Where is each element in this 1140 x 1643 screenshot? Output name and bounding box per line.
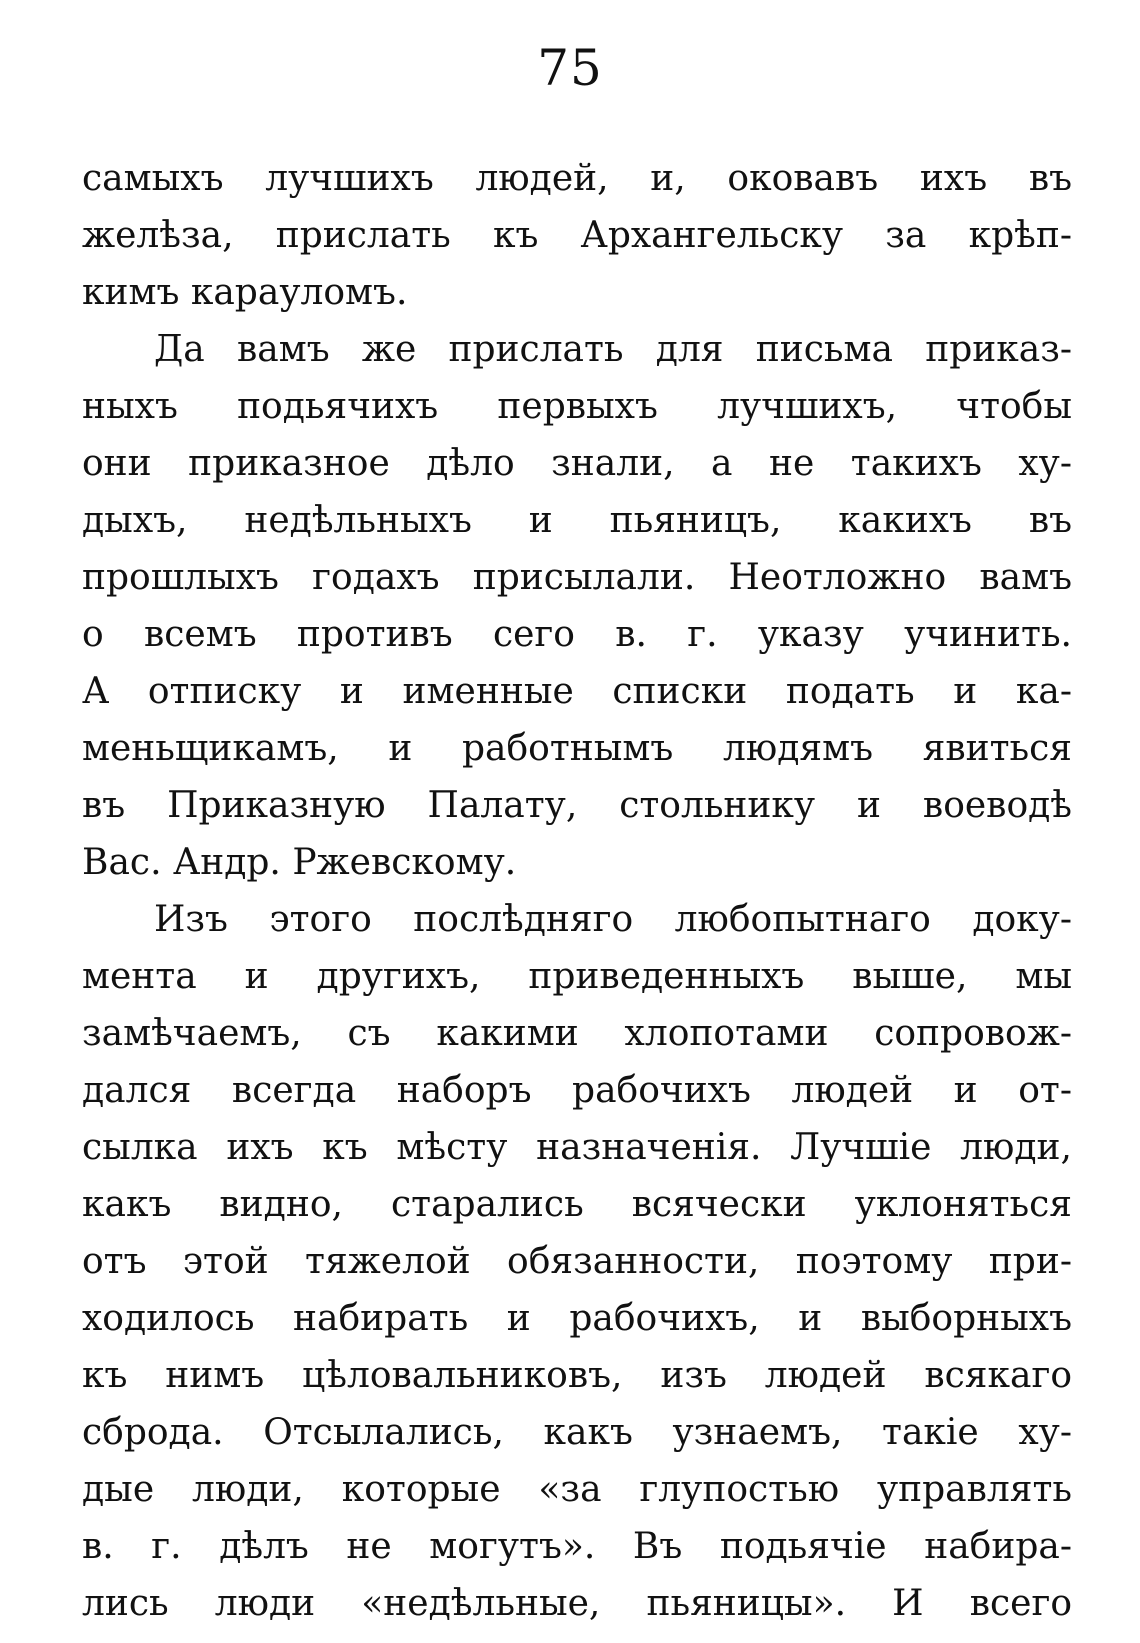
text-line: меньщикамъ, и работнымъ людямъ явиться: [82, 728, 1072, 769]
text-line: отъ этой тяжелой обязанности, поэтому при-: [82, 1241, 1072, 1282]
paragraph-3: [82, 891, 1072, 1632]
text-line: лись люди «недѣльные, пьяницы». И всего: [82, 1583, 1072, 1624]
text-line: прошлыхъ годахъ присылали. Неотложно вамъ: [82, 557, 1072, 598]
text-line: А отписку и именные списки подать и ка-: [82, 671, 1072, 712]
text-line: мента и другихъ, приведенныхъ выше, мы: [82, 956, 1072, 997]
text-line: о всемъ противъ сего в. г. указу учинить.: [82, 614, 1072, 655]
text-line: они приказное дѣло знали, а не такихъ ху-: [82, 443, 1072, 484]
paragraph-2: [82, 321, 1072, 891]
text-line: Изъ этого послѣдняго любопытнаго доку-: [154, 899, 1072, 940]
text-line: Вас. Андр. Ржевскому.: [82, 842, 517, 883]
text-line: ходилось набирать и рабочихъ, и выборныхъ: [82, 1298, 1072, 1339]
text-line: дался всегда наборъ рабочихъ людей и от-: [82, 1070, 1072, 1111]
text-line: ныхъ подьячихъ первыхъ лучшихъ, чтобы: [82, 386, 1072, 427]
text-line: в. г. дѣлъ не могутъ». Въ подьячіе набира-: [82, 1526, 1072, 1567]
text-line: сброда. Отсылались, какъ узнаемъ, такіе ху-: [82, 1412, 1072, 1453]
page-number: 75: [537, 39, 603, 97]
paragraph-1: [82, 150, 1072, 321]
text-line: дыхъ, недѣльныхъ и пьяницъ, какихъ въ: [82, 500, 1072, 541]
text-line: дые люди, которые «за глупостью управлять: [82, 1469, 1072, 1510]
text-line: какъ видно, старались всячески уклоняться: [82, 1184, 1072, 1225]
text-line: сылка ихъ къ мѣсту назначенія. Лучшіе люди,: [82, 1127, 1072, 1168]
text-line: самыхъ лучшихъ людей, и, оковавъ ихъ въ: [82, 158, 1072, 199]
text-line: Да вамъ же прислать для письма приказ-: [154, 329, 1072, 370]
body-text: [82, 150, 1072, 1632]
text-line: въ Приказную Палату, стольнику и воеводѣ: [82, 785, 1072, 826]
text-line: къ нимъ цѣловальниковъ, изъ людей всякаго: [82, 1355, 1072, 1396]
text-line: кимъ карауломъ.: [82, 272, 408, 313]
text-line: замѣчаемъ, съ какими хлопотами сопровож-: [82, 1013, 1072, 1054]
text-line: желѣза, прислать къ Архангельску за крѣп-: [82, 215, 1072, 256]
